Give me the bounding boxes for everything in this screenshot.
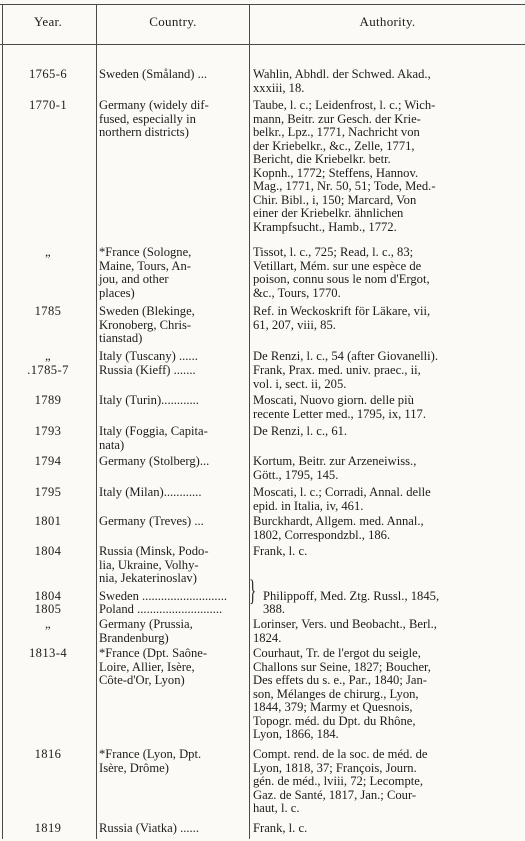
year-cell: 1805 [34,602,62,616]
authority-cell: De Renzi, l. c., 61. [253,424,348,438]
authority-cell: Courhaut, Tr. de l'ergot du seigle, Challons sur Seine, 1827; Boucher, Des effets du s. e., Par., 1840; Jan- son, Mélanges de chirurg., Lyon, 1844, 379; Marmy et Quesnois, Topogr. méd. du Dpt. du Rhône, Lyon, 1866, 184. [253,646,431,741]
year-cell: 1765-6 [28,67,68,81]
authority-cell: Taube, l. c.; Leidenfrost, l. c.; Wich- mann, Beitr. zur Gesch. der Krie- belkr., Lpz., 1771, Nachricht von der Kriebelkr., &c., Zelle, 1771, Bericht, die Kriebelkr. betr. Kopnh., 1772; Steffens, Hannov. Mag., 1771, Nr. 50, 51; Tode, Med.- Chir. Bibl., i, 150; Marcard, Von einer der Kriebelkr. ähnlichen Krampfsucht., Hamb., 1772. [253,98,436,234]
year-cell: „ [45,245,51,259]
authority-cell: Moscati, Nuovo giorn. delle più recente Letter med., 1795, ix, 117. [253,393,426,421]
header-country: Country. [149,14,197,29]
authority-cell: 388. [263,602,286,616]
authority-cell: Frank, Prax. med. univ. praec., ii, vol. i, sect. ii, 205. [253,363,421,391]
country-cell: Germany (Treves) ... [99,514,204,528]
authority-cell: Compt. rend. de la soc. de méd. de Lyon, 1818, 37; François, Journ. gén. de méd., lviii, 72; Lecompte, Gaz. de Santé, 1817, Jan.; Cour- haut, l. c. [253,747,428,815]
country-cell: Italy (Tuscany) ...... [99,349,198,363]
header-rule-bottom [0,44,525,45]
year-cell: 1804 [34,589,62,603]
country-cell: *France (Sologne, Maine, Tours, An- jou, and other places) [99,245,192,300]
year-cell: 1795 [34,485,62,499]
brace-glyph: } [249,574,257,607]
authority-cell: Tissot, l. c., 725; Read, l. c., 83; Vetillart, Mém. sur une espèce de poison, connu sous le nom d'Ergot, &c., Tours, 1770. [253,245,430,300]
column-rule-left [2,4,3,839]
year-cell: 1785 [34,304,62,318]
country-cell: Sweden (Småland) ... [99,67,208,81]
year-cell: 1794 [34,454,62,468]
country-cell: Sweden (Blekinge, Kronoberg, Chris- tianstad) [99,304,195,345]
country-cell: Russia (Viatka) ...... [99,821,199,835]
country-cell: Sweden ........................... [99,589,228,603]
authority-cell: Kortum, Beitr. zur Arzeneiwiss., Gött., 1795, 145. [253,454,417,482]
country-cell: Italy (Foggia, Capita- nata) [99,424,208,452]
year-cell: .1785-7 [27,363,69,377]
year-cell: „ [45,349,51,363]
authority-cell: Ref. in Weckoskrift för Läkare, vii, 61, 207, viii, 85. [253,304,431,332]
country-cell: Poland ........................... [99,602,223,616]
year-cell: 1789 [34,393,62,407]
authority-cell: Frank, l. c. [253,821,308,835]
header-rule-top [0,4,525,5]
country-cell: Russia (Minsk, Podo- lia, Ukraine, Volhy- nia, Jekaterinoslav) [99,544,209,585]
year-cell: 1813-4 [28,646,68,660]
country-cell: *France (Lyon, Dpt. Isère, Drôme) [99,747,202,775]
authority-cell: Philippoff, Med. Ztg. Russl., 1845, [263,589,440,603]
year-cell: 1816 [34,747,62,761]
country-cell: Germany (Stolberg)... [99,454,210,468]
authority-cell: De Renzi, l. c., 54 (after Giovanelli). [253,349,438,363]
authority-cell: Wahlin, Abhdl. der Schwed. Akad., xxxiii, 18. [253,67,431,95]
column-rule-2 [249,4,250,839]
year-cell: 1804 [34,544,62,558]
country-cell: Germany (widely dif- fused, especially in northern districts) [99,98,209,139]
year-cell: 1819 [34,821,62,835]
year-cell: „ [45,617,51,631]
country-cell: Germany (Prussia, Brandenburg) [99,617,193,645]
authority-cell: Burckhardt, Allgem. med. Annal., 1802, Correspondzbl., 186. [253,514,424,542]
authority-cell: Frank, l. c. [253,544,308,558]
country-cell: Italy (Milan)............ [99,485,202,499]
year-cell: 1770-1 [28,98,68,112]
country-cell: Italy (Turin)............ [99,393,199,407]
header-authority: Authority. [359,14,416,29]
column-rule-1 [96,4,97,839]
year-cell: 1801 [34,514,62,528]
authority-cell: Lorinser, Vers. und Beobacht., Berl., 1824. [253,617,437,645]
header-year: Year. [34,14,62,29]
authority-cell: Moscati, l. c.; Corradi, Annal. delle epid. in Italia, iv, 461. [253,485,431,513]
country-cell: *France (Dpt. Saône- Loire, Allier, Isère, Côte-d'Or, Lyon) [99,646,208,687]
country-cell: Russia (Kieff) ....... [99,363,196,377]
year-cell: 1793 [34,424,62,438]
